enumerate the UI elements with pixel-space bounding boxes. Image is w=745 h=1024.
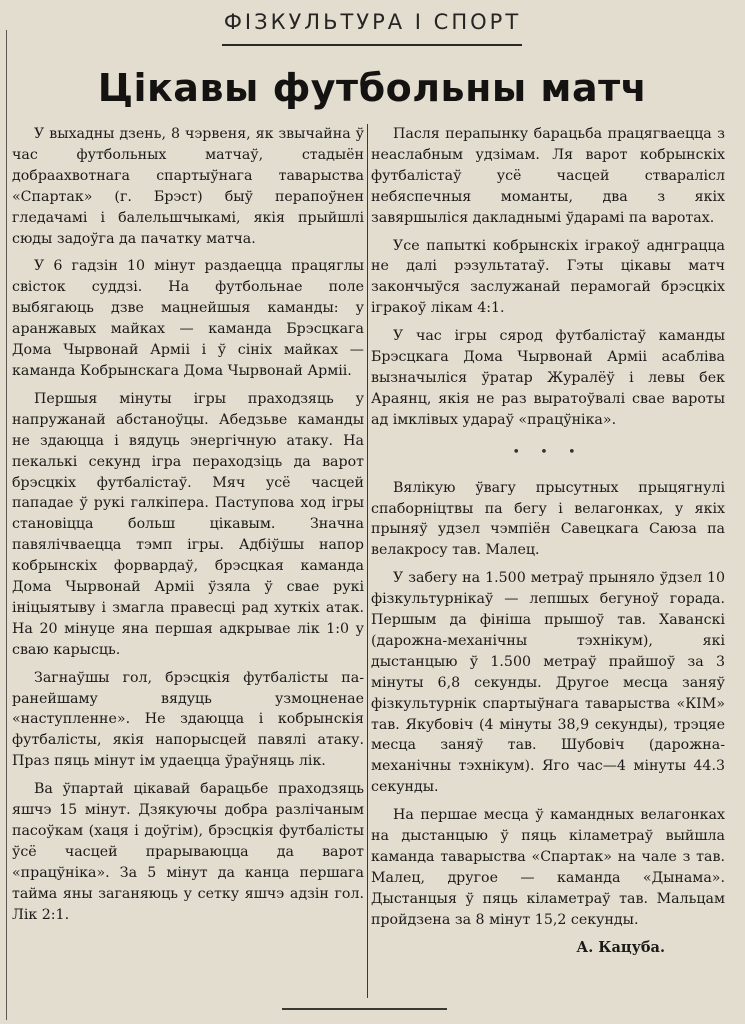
paragraph: У выхадны дзень, 8 чэрвеня, як звычайна ў час футбольных матчаў, стадыён добраахвотнага спартыўнага таварыства «Спартак» (г. Брэст) быў перапоўнен гледачамі і балельшчыкамі, якія прыйшлі сюды задоўга да пачатку матча.: [12, 126, 364, 247]
article-headline: Цікавы футбольны матч: [97, 66, 648, 110]
paragraph: Ва ўпартай цікавай барацьбе праходзяць яшчэ 15 мінут. Дзякуючы добра разлічаным пасоўкам (хаця і доўгім), брэсцкія футбалісты ўсё часцей прарываюцца да варот «працўніка». За 5 мінут да канца першага тайма яны заганяюць у сетку яшчэ адзін гол. Лік 2:1.: [12, 781, 364, 923]
section-rubric: ФІЗКУЛЬТУРА І СПОРТ: [223, 10, 522, 34]
paragraph: У 6 гадзін 10 мінут раздаецца працяглы свісток суддзі. На футбольнае поле выбягаюць дзве мацнейшыя каманды: у аранжавых майках — каманда Брэсцкага Дома Чырвонай Арміі і ў сініх майках — каманда Кобрынскага Дома Чырвонай Арміі.: [12, 258, 364, 379]
paragraph: Вялікую ўвагу прысутных прыцягнулі спаборніцтвы па бегу і велагонках, у якіх прыняў удзел чэмпіён Савецкага Саюза па велакросу тав. Малец.: [371, 479, 725, 559]
right-column: [371, 124, 725, 959]
author-signature: А. Кацуба.: [576, 938, 665, 956]
paragraph: Пасля перапынку барацьба працягваецца з неаслабным удзімам. Ля варот кобрынскіх футбалістаў усё часцей стваралісл небяспечныя моманты, два з якіх завяршыліся дакладнымі ўдарамі па варотах.: [371, 126, 725, 226]
paragraph: Першыя мінуты ігры праходзяць у напружанай абстаноўцы. Абедзьве каманды не здаюцца і вядуць энергічную атаку. На пекалькі секунд ігра пераходзіць да варот брэсцкіх футбалістаў. Мяч усё часцей пападае ў рукі галкіпера. Паступова ход ігры становіцца больш цікавым. Значна павялічваецца тэмп ігры. Адбіўшы напор кобрынскіх форвардаў, брэсцкая каманда Дома Чырвонай Арміі ўзяла ў свае рукі ініцыятыву і змагла правесці рад хуткіх атак. На 20 мінуце яна першая адкрывае лік 1:0 у сваю карысць.: [12, 390, 364, 658]
bottom-rule: [282, 1008, 447, 1010]
paragraph: Загнаўшы гол, брэсцкія футбалісты па-ранейшаму вядуць узмоцненае «наступленне». Не здаюцца і кобрынскія футбалісты, якія напорысцей павялі атаку. Праз пяць мінут ім удаецца ўраўняць лік.: [12, 669, 364, 770]
paragraph: У час ігры сярод футбалістаў каманды Брэсцкага Дома Чырвонай Арміі асабліва вызначыліся ўратар Журалёў і левы бек Араянц, якія не раз выратоўвалі свае вароты ад імклівых удараў «працўніка».: [371, 328, 725, 428]
paragraph: У забегу на 1.500 метраў прыняло ўдзел 10 фізкультурнікаў — лепшых бегуноў горада. Першым да фініша прышоў тав. Хаванскі (дарожна-механічны тэхнікум), які дыстанцыю ў 1.500 метраў прайшоў за 3 мінуты 6,8 секунды. Другое месца заняў фізкультурнік спартыўнага таварыства «КІМ» тав. Якубовіч (4 мінуты 38,9 секунды), трэцяе месца заняў тав. Шубовіч (дарожна-механічны тэхнікум). Яго час—4 мінуты 44.3 секунды.: [371, 570, 725, 796]
left-column: [12, 124, 364, 933]
rubric-underline: [222, 44, 522, 46]
paragraph: Усе папыткі кобрынскіх ігракоў аднграцца не далі рэзультатаў. Гэты цікавы матч закончыўся заслужанай перамогай брэсцкіх ігракоў лікам 4:1.: [371, 237, 725, 317]
paragraph: На першае месца ў камандных велагонках на дыстанцыю ў пяць кіламетраў выйшла каманда таварыства «Спартак» на чале з тав. Малец, другое — каманда «Дынама». Дыстанцыя ў пяць кіламетраў тав. Мальцам пройдзена за 8 мінут 15,2 секунды.: [371, 807, 725, 928]
page-edge-rule: [6, 30, 7, 1020]
column-divider: [367, 124, 368, 998]
section-separator: • • •: [512, 444, 584, 460]
